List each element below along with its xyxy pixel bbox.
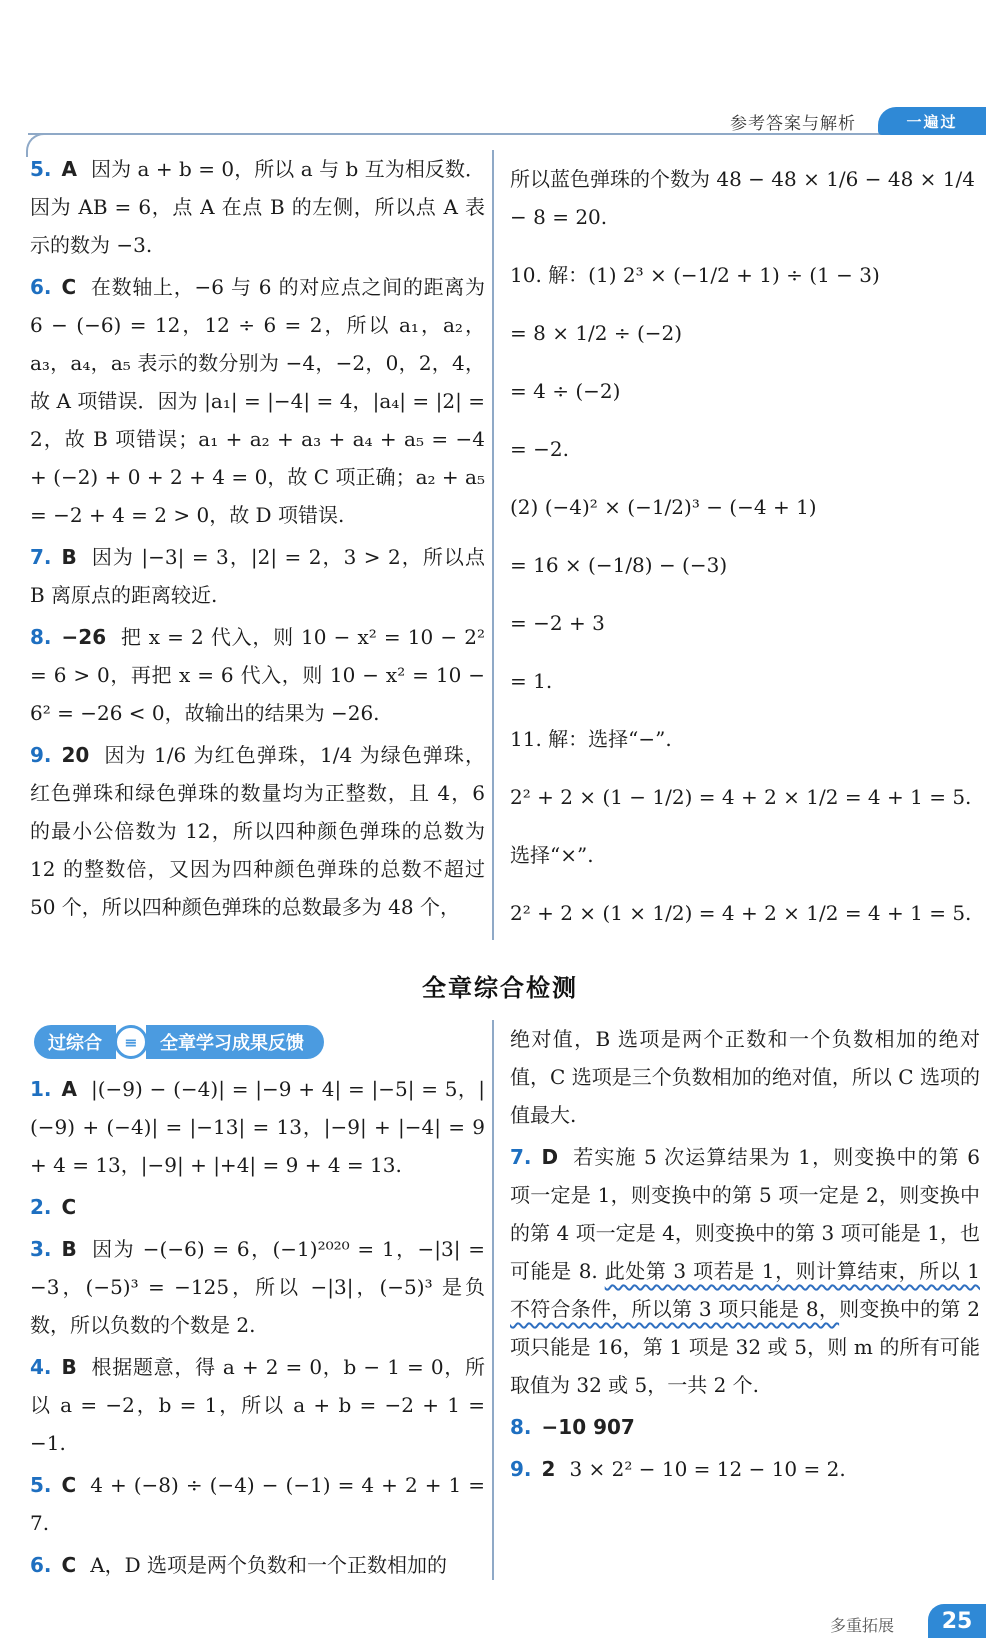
- answer-text: A，D 选项是两个负数和一个正数相加的: [90, 1553, 448, 1577]
- answer-item: [510, 1138, 980, 1404]
- solution-line: = 8 × 1/2 ÷ (−2): [510, 321, 683, 345]
- answer-text: 若实施 5 次运算结果为 1，则变换中的第 6 项一定是 1，则变换中的第 5 项一定是 2，则变换中的第 4 项一定是 4，则变换中的第 3 项可能是 1，也可能是 8.: [510, 1145, 980, 1283]
- section-banner: [34, 1025, 324, 1059]
- top-left-column: [30, 150, 485, 930]
- solution-line: = −2 + 3: [510, 611, 605, 635]
- solution-line: 选择“×”.: [510, 843, 594, 867]
- answer-text: 根据题意，得 a + 2 = 0，b − 1 = 0，所以 a = −2，b = 1，所以 a + b = −2 + 1 = −1.: [30, 1355, 485, 1455]
- question-number: 9.: [30, 743, 52, 767]
- answer-key: A: [61, 157, 77, 181]
- question-number: 8.: [30, 625, 52, 649]
- bottom-right-column: [510, 1020, 980, 1492]
- answer-text: 3 × 2² − 10 = 12 − 10 = 2.: [569, 1457, 846, 1481]
- answer-text: 因为 |−3| = 3，|2| = 2，3 > 2，所以点 B 离原点的距离较近.: [30, 545, 485, 607]
- answer-text: 4 + (−8) ÷ (−4) − (−1) = 4 + 2 + 1 = 7.: [30, 1473, 485, 1535]
- answer-item: [30, 1466, 485, 1542]
- answer-key: B: [61, 545, 77, 569]
- question-number: 7.: [30, 545, 52, 569]
- answer-key: C: [61, 1553, 77, 1577]
- solution-line: 2² + 2 × (1 × 1/2) = 4 + 2 × 1/2 = 4 + 1 = 5.: [510, 901, 972, 925]
- answer-text: 因为 a + b = 0，所以 a 与 b 互为相反数．因为 AB = 6，点 A 在点 B 的左侧，所以点 A 表示的数为 −3.: [30, 157, 485, 257]
- answer-text: 在数轴上，−6 与 6 的对应点之间的距离为 6 − (−6) = 12，12 ÷ 6 = 2，所以 a₁，a₂，a₃，a₄，a₅ 表示的数分别为 −4，−2，0，2，4，故 A 项错误．因为 |a₁| = |−4| = 4，|a₄| = |2| = 2，故 B 项错误；a₁ + a₂ + a₃ + a₄ + a₅ = −4 + (−2) + 0 + 2 + 4 = 0，故 C 项正确；a₂ + a₅ = −2 + 4 = 2 > 0，故 D 项错误.: [30, 275, 485, 527]
- answer-key: C: [61, 1473, 77, 1497]
- answer-key: A: [61, 1077, 77, 1101]
- question-number: 3.: [30, 1237, 52, 1261]
- answer-item: [30, 736, 485, 926]
- page-number: 25: [928, 1604, 986, 1638]
- question-number: 9.: [510, 1457, 532, 1481]
- answer-item: [510, 1450, 980, 1488]
- solution-line: = 4 ÷ (−2): [510, 379, 621, 403]
- answer-key: −10 907: [541, 1415, 635, 1439]
- answer-key: 20: [61, 743, 90, 767]
- header-tag: 一遍过: [878, 107, 986, 135]
- answer-text: 因为 −(−6) = 6，(−1)²⁰²⁰ = 1，−|3| = −3，(−5)³ = −125，所以 −|3|，(−5)³ 是负数，所以负数的个数是 2.: [30, 1237, 485, 1337]
- answer-item: [30, 268, 485, 534]
- question-number: 5.: [30, 1473, 52, 1497]
- answer-continuation: 绝对值，B 选项是两个正数和一个负数相加的绝对值，C 选项是三个负数相加的绝对值，所以 C 选项的值最大.: [510, 1027, 980, 1127]
- section-title: 全章综合检测: [422, 974, 578, 1002]
- column-divider: [492, 150, 494, 940]
- question-number: 2.: [30, 1195, 52, 1219]
- bottom-left-column: [30, 1070, 485, 1588]
- solution-line: 所以蓝色弹珠的个数为 48 − 48 × 1/6 − 48 × 1/4 − 8 = 20.: [510, 167, 975, 229]
- answer-key: C: [61, 275, 77, 299]
- list-icon: ≡: [114, 1025, 148, 1059]
- answer-item: [30, 538, 485, 614]
- banner-label-right: 全章学习成果反馈: [146, 1025, 324, 1059]
- answer-item: [30, 618, 485, 732]
- answer-item: [30, 1348, 485, 1462]
- banner-label-left: 过综合: [34, 1025, 116, 1059]
- answer-text: 因为 1/6 为红色弹珠，1/4 为绿色弹珠，红色弹珠和绿色弹珠的数量均为正整数，且 4，6 的最小公倍数为 12，所以四种颜色弹珠的总数为 12 的整数倍，又因为四种颜色弹珠的总数不超过 50 个，所以四种颜色弹珠的总数最多为 48 个，: [30, 743, 485, 919]
- question-number: 6.: [30, 1553, 52, 1577]
- solution-line: 2² + 2 × (1 − 1/2) = 4 + 2 × 1/2 = 4 + 1 = 5.: [510, 785, 972, 809]
- solution-line: (2) (−4)² × (−1/2)³ − (−4 + 1): [510, 495, 817, 519]
- footer-tag: 多重拓展: [830, 1616, 895, 1635]
- answer-text: 则变换中的第 2 项只能是 16，第 1 项是 32 或 5，则 m 的所有可能取值为 32 或 5，一共 2 个.: [510, 1297, 980, 1397]
- solution-line: 11. 解：选择“−”.: [510, 727, 672, 751]
- question-number: 7.: [510, 1145, 532, 1169]
- answer-item: [30, 1070, 485, 1184]
- top-right-column: [510, 160, 980, 952]
- answer-key: −26: [61, 625, 107, 649]
- answer-key: 2: [541, 1457, 556, 1481]
- question-number: 1.: [30, 1077, 52, 1101]
- answer-text: 把 x = 2 代入，则 10 − x² = 10 − 2² = 6 > 0，再把 x = 6 代入，则 10 − x² = 10 − 6² = −26 < 0，故输出的结果为 −26.: [30, 625, 485, 725]
- answer-item: [30, 1230, 485, 1344]
- question-number: 4.: [30, 1355, 52, 1379]
- answer-text: |(−9) − (−4)| = |−9 + 4| = |−5| = 5，|(−9) + (−4)| = |−13| = 13，|−9| + |−4| = 9 + 4 = 13，|−9| + |+4| = 9 + 4 = 13.: [30, 1077, 485, 1177]
- column-divider: [492, 1020, 494, 1580]
- solution-line: = 1.: [510, 669, 553, 693]
- solution-line: = 16 × (−1/8) − (−3): [510, 553, 728, 577]
- wavy-underlined-text: 此处第 3 项若是 1，则计算结束，所以 1 不符合条件，所以第 3 项只能是 8，: [510, 1259, 980, 1321]
- answer-key: B: [61, 1237, 77, 1261]
- question-number: 5.: [30, 157, 52, 181]
- answer-item: [30, 150, 485, 264]
- question-number: 8.: [510, 1415, 532, 1439]
- answer-item: [510, 1408, 980, 1446]
- answer-key: C: [61, 1195, 77, 1219]
- solution-line: 10. 解：(1) 2³ × (−1/2 + 1) ÷ (1 − 3): [510, 263, 880, 287]
- solution-line: = −2.: [510, 437, 569, 461]
- answer-key: D: [541, 1145, 559, 1169]
- header-title: 参考答案与解析: [730, 114, 856, 134]
- answer-key: B: [61, 1355, 77, 1379]
- answer-item: [30, 1188, 485, 1226]
- question-number: 6.: [30, 275, 52, 299]
- answer-item: [30, 1546, 485, 1584]
